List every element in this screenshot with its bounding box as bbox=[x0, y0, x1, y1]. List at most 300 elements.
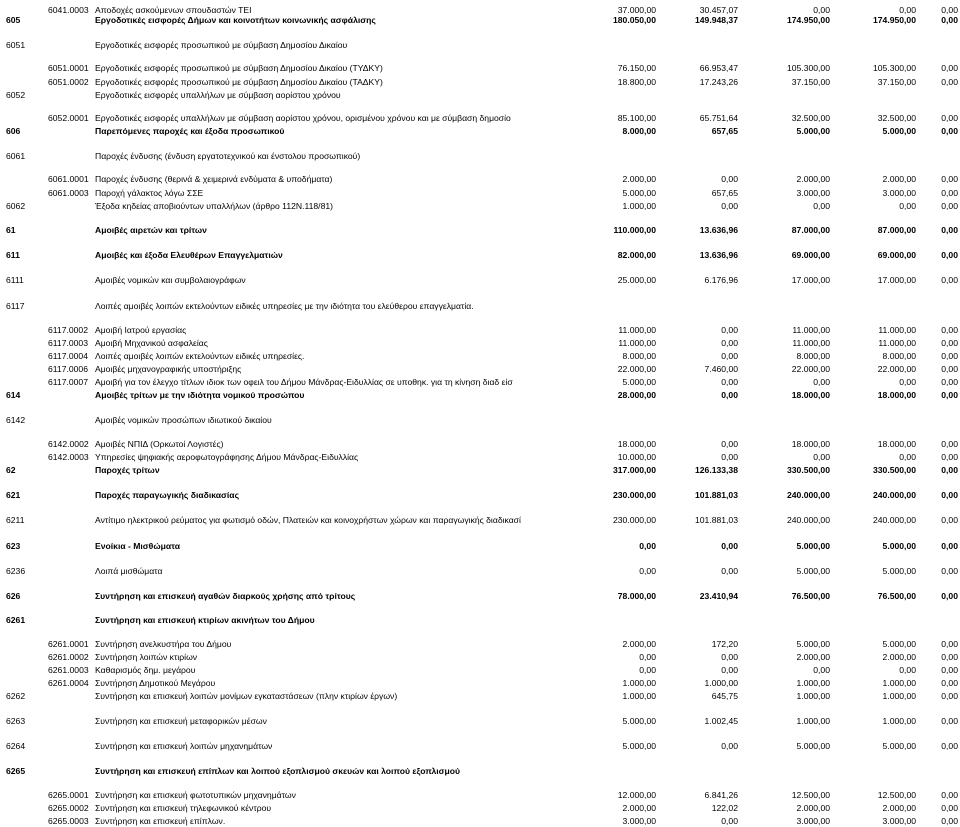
amount-cell: 18.000,00 bbox=[617, 439, 656, 449]
amount-cell: 0,00 bbox=[899, 452, 916, 462]
amount-cell: 82.000,00 bbox=[617, 250, 656, 260]
amount-cell: 28.000,00 bbox=[617, 390, 656, 400]
amount-cell: 0,00 bbox=[941, 691, 958, 701]
table-row bbox=[0, 715, 960, 727]
table-row bbox=[0, 489, 960, 501]
table-row bbox=[0, 614, 960, 626]
account-description: Έξοδα κηδείας αποβιούντων υπαλλήλων (άρθρο 112Ν.118/81) bbox=[95, 201, 333, 211]
amount-cell: 11.000,00 bbox=[618, 325, 656, 335]
table-row bbox=[0, 150, 960, 162]
account-description: Αμοιβές τρίτων με την ιδιότητα νομικού προσώπου bbox=[95, 390, 305, 400]
amount-cell: 122,02 bbox=[711, 803, 738, 813]
amount-cell: 0,00 bbox=[941, 126, 958, 136]
amount-cell: 1.000,00 bbox=[882, 716, 916, 726]
amount-cell: 0,00 bbox=[721, 816, 738, 826]
table-row bbox=[0, 565, 960, 577]
account-code: 6261.0004 bbox=[48, 678, 89, 688]
account-description: Παροχές παραγωγικής διαδικασίας bbox=[95, 490, 240, 500]
amount-cell: 76.500,00 bbox=[877, 591, 916, 601]
table-row bbox=[0, 89, 960, 101]
amount-cell: 11.000,00 bbox=[878, 338, 916, 348]
account-code: 6117.0002 bbox=[48, 325, 88, 335]
account-description: Λοιπές αμοιβές λοιπών εκτελούντων ειδικές υπηρεσίες. bbox=[95, 351, 305, 361]
table-row bbox=[0, 337, 960, 349]
account-code: 6236 bbox=[6, 566, 26, 576]
account-code: 6263 bbox=[6, 716, 26, 726]
amount-cell: 1.000,00 bbox=[622, 201, 656, 211]
amount-cell: 645,75 bbox=[711, 691, 738, 701]
amount-cell: 1.000,00 bbox=[796, 691, 830, 701]
amount-cell: 0,00 bbox=[941, 188, 958, 198]
account-code: 6265 bbox=[6, 766, 26, 776]
amount-cell: 0,00 bbox=[941, 225, 958, 235]
table-row bbox=[0, 14, 960, 26]
amount-cell: 0,00 bbox=[721, 439, 738, 449]
amount-cell: 85.100,00 bbox=[617, 113, 656, 123]
table-row bbox=[0, 765, 960, 777]
account-description: Εργοδοτικές εισφορές προσωπικού με σύμβαση Δημοσίου Δικαίου (ΤΥΔΚΥ) bbox=[95, 63, 383, 73]
account-description: Συντήρηση και επισκευή επίπλων. bbox=[95, 816, 226, 826]
amount-cell: 12.500,00 bbox=[877, 790, 916, 800]
table-row bbox=[0, 350, 960, 362]
account-code: 606 bbox=[6, 126, 21, 136]
amount-cell: 0,00 bbox=[941, 652, 958, 662]
table-row bbox=[0, 514, 960, 526]
amount-cell: 3.000,00 bbox=[796, 188, 830, 198]
amount-cell: 657,65 bbox=[711, 126, 738, 136]
amount-cell: 330.500,00 bbox=[786, 465, 830, 475]
amount-cell: 8.000,00 bbox=[622, 126, 656, 136]
amount-cell: 5.000,00 bbox=[622, 188, 656, 198]
amount-cell: 11.000,00 bbox=[878, 325, 916, 335]
table-row bbox=[0, 464, 960, 476]
table-row bbox=[0, 638, 960, 650]
amount-cell: 0,00 bbox=[941, 716, 958, 726]
table-row bbox=[0, 125, 960, 137]
amount-cell: 3.000,00 bbox=[882, 188, 916, 198]
account-description: Εργοδοτικές εισφορές Δήμων και κοινοτήτων κοινωνικής ασφάλισης bbox=[95, 15, 376, 25]
amount-cell: 12.000,00 bbox=[617, 790, 656, 800]
account-code: 6261.0003 bbox=[48, 665, 89, 675]
account-description: Παρεπόμενες παροχές και έξοδα προσωπικού bbox=[95, 126, 285, 136]
amount-cell: 0,00 bbox=[721, 338, 738, 348]
amount-cell: 22.000,00 bbox=[791, 364, 830, 374]
table-row bbox=[0, 300, 960, 312]
amount-cell: 0,00 bbox=[941, 201, 958, 211]
table-row bbox=[0, 376, 960, 388]
amount-cell: 3.000,00 bbox=[796, 816, 830, 826]
account-code: 6051.0002 bbox=[48, 77, 89, 87]
table-row bbox=[0, 187, 960, 199]
table-row bbox=[0, 274, 960, 286]
amount-cell: 172,20 bbox=[711, 639, 738, 649]
table-row bbox=[0, 677, 960, 689]
table-row bbox=[0, 173, 960, 185]
account-code: 6264 bbox=[6, 741, 26, 751]
amount-cell: 174.950,00 bbox=[786, 15, 830, 25]
amount-cell: 0,00 bbox=[941, 174, 958, 184]
amount-cell: 0,00 bbox=[899, 201, 916, 211]
account-description: Εργοδοτικές εισφορές υπαλλήλων με σύμβαση αορίστου χρόνου, ορισμένου χρόνου και με σύμβαση δημοσίο bbox=[95, 113, 511, 123]
amount-cell: 149.948,37 bbox=[694, 15, 738, 25]
account-code: 6117 bbox=[6, 301, 25, 311]
amount-cell: 0,00 bbox=[941, 490, 958, 500]
amount-cell: 230.000,00 bbox=[612, 515, 656, 525]
amount-cell: 0,00 bbox=[941, 515, 958, 525]
amount-cell: 2.000,00 bbox=[882, 174, 916, 184]
account-description: Αμοιβές και έξοδα Ελευθέρων Επαγγελματιών bbox=[95, 250, 283, 260]
account-description: Ενοίκια - Μισθώματα bbox=[95, 541, 180, 551]
table-row bbox=[0, 414, 960, 426]
table-row bbox=[0, 590, 960, 602]
amount-cell: 240.000,00 bbox=[872, 490, 916, 500]
amount-cell: 87.000,00 bbox=[791, 225, 830, 235]
account-description: Εργοδοτικές εισφορές προσωπικού με σύμβαση Δημοσίου Δικαίου (ΤΑΔΚΥ) bbox=[95, 77, 383, 87]
table-row bbox=[0, 740, 960, 752]
amount-cell: 0,00 bbox=[721, 377, 738, 387]
account-code: 6265.0003 bbox=[48, 816, 89, 826]
amount-cell: 1.000,00 bbox=[622, 678, 656, 688]
account-description: Συντήρηση και επισκευή μεταφορικών μέσων bbox=[95, 716, 267, 726]
account-code: 6117.0004 bbox=[48, 351, 88, 361]
amount-cell: 0,00 bbox=[941, 566, 958, 576]
amount-cell: 0,00 bbox=[721, 566, 738, 576]
table-row bbox=[0, 224, 960, 236]
amount-cell: 18.000,00 bbox=[791, 390, 830, 400]
account-description: Παροχές τρίτων bbox=[95, 465, 160, 475]
amount-cell: 22.000,00 bbox=[617, 364, 656, 374]
amount-cell: 5.000,00 bbox=[796, 566, 830, 576]
amount-cell: 101.881,03 bbox=[694, 515, 738, 525]
amount-cell: 0,00 bbox=[721, 325, 738, 335]
amount-cell: 30.457,07 bbox=[699, 5, 738, 15]
amount-cell: 0,00 bbox=[721, 541, 738, 551]
amount-cell: 8.000,00 bbox=[796, 351, 830, 361]
amount-cell: 8.000,00 bbox=[622, 351, 656, 361]
amount-cell: 330.500,00 bbox=[872, 465, 916, 475]
amount-cell: 657,65 bbox=[711, 188, 738, 198]
amount-cell: 0,00 bbox=[941, 439, 958, 449]
amount-cell: 0,00 bbox=[813, 201, 830, 211]
amount-cell: 5.000,00 bbox=[882, 566, 916, 576]
amount-cell: 0,00 bbox=[899, 377, 916, 387]
account-code: 6041.0003 bbox=[48, 5, 89, 15]
table-row bbox=[0, 200, 960, 212]
amount-cell: 22.000,00 bbox=[877, 364, 916, 374]
account-code: 6052 bbox=[6, 90, 26, 100]
amount-cell: 37.150,00 bbox=[791, 77, 830, 87]
amount-cell: 3.000,00 bbox=[622, 816, 656, 826]
account-description: Συντήρηση και επισκευή φωτοτυπικών μηχανημάτων bbox=[95, 790, 296, 800]
amount-cell: 6.841,26 bbox=[704, 790, 738, 800]
amount-cell: 1.000,00 bbox=[796, 678, 830, 688]
amount-cell: 0,00 bbox=[721, 201, 738, 211]
amount-cell: 240.000,00 bbox=[786, 515, 830, 525]
account-description: Αμοιβή για τον έλεγχο τίτλων ιδιοκ των οφειλ του Δήμου Μάνδρας-Ειδυλλίας σε υποθηκ. για τη κίνηση διαδ είσ bbox=[95, 377, 513, 387]
amount-cell: 13.636,96 bbox=[699, 225, 738, 235]
amount-cell: 0,00 bbox=[941, 15, 958, 25]
account-code: 614 bbox=[6, 390, 21, 400]
amount-cell: 32.500,00 bbox=[791, 113, 830, 123]
amount-cell: 5.000,00 bbox=[622, 377, 656, 387]
amount-cell: 2.000,00 bbox=[796, 652, 830, 662]
amount-cell: 0,00 bbox=[721, 665, 738, 675]
table-row bbox=[0, 76, 960, 88]
account-description: Συντήρηση και επισκευή αγαθών διαρκούς χρήσης από τρίτους bbox=[95, 591, 356, 601]
amount-cell: 0,00 bbox=[941, 364, 958, 374]
amount-cell: 5.000,00 bbox=[882, 639, 916, 649]
amount-cell: 180.050,00 bbox=[612, 15, 656, 25]
account-code: 6052.0001 bbox=[48, 113, 89, 123]
table-row bbox=[0, 324, 960, 336]
account-description: Συντήρηση και επισκευή επίπλων και λοιπού εξοπλισμού σκευών και λοιπού εξοπλισμού bbox=[95, 766, 461, 776]
account-description: Συντήρηση και επισκευή λοιπών μηχανημάτων bbox=[95, 741, 273, 751]
account-code: 6051.0001 bbox=[48, 63, 89, 73]
table-row bbox=[0, 802, 960, 814]
amount-cell: 66.953,47 bbox=[699, 63, 738, 73]
amount-cell: 0,00 bbox=[941, 113, 958, 123]
account-code: 6262 bbox=[6, 691, 26, 701]
amount-cell: 0,00 bbox=[639, 652, 656, 662]
table-row bbox=[0, 664, 960, 676]
amount-cell: 5.000,00 bbox=[882, 126, 916, 136]
amount-cell: 1.000,00 bbox=[704, 678, 738, 688]
amount-cell: 105.300,00 bbox=[872, 63, 916, 73]
amount-cell: 2.000,00 bbox=[882, 803, 916, 813]
amount-cell: 0,00 bbox=[721, 390, 738, 400]
account-description: Συντήρηση και επισκευή λοιπών μονίμων εγκαταστάσεων (πλην κτιρίων έργων) bbox=[95, 691, 398, 701]
account-description: Υπηρεσίες ψηφιακής αεροφωτογράφησης Δήμου Μάνδρας-Ειδυλλίας bbox=[95, 452, 359, 462]
amount-cell: 78.000,00 bbox=[617, 591, 656, 601]
amount-cell: 110.000,00 bbox=[613, 225, 656, 235]
amount-cell: 1.000,00 bbox=[882, 678, 916, 688]
amount-cell: 17.000,00 bbox=[877, 275, 916, 285]
amount-cell: 17.243,26 bbox=[699, 77, 738, 87]
amount-cell: 17.000,00 bbox=[791, 275, 830, 285]
table-row bbox=[0, 249, 960, 261]
amount-cell: 0,00 bbox=[941, 741, 958, 751]
amount-cell: 2.000,00 bbox=[882, 652, 916, 662]
amount-cell: 0,00 bbox=[721, 452, 738, 462]
amount-cell: 5.000,00 bbox=[622, 741, 656, 751]
account-description: Αμοιβές νομικών και συμβολαιογράφων bbox=[95, 275, 246, 285]
amount-cell: 0,00 bbox=[639, 541, 656, 551]
table-row bbox=[0, 815, 960, 827]
amount-cell: 174.950,00 bbox=[872, 15, 916, 25]
account-code: 605 bbox=[6, 15, 21, 25]
account-code: 6117.0007 bbox=[48, 377, 88, 387]
amount-cell: 69.000,00 bbox=[877, 250, 916, 260]
amount-cell: 65.751,64 bbox=[699, 113, 738, 123]
account-code: 6117.0003 bbox=[48, 338, 88, 348]
amount-cell: 0,00 bbox=[941, 351, 958, 361]
amount-cell: 10.000,00 bbox=[617, 452, 656, 462]
amount-cell: 0,00 bbox=[941, 639, 958, 649]
amount-cell: 5.000,00 bbox=[882, 741, 916, 751]
amount-cell: 0,00 bbox=[941, 275, 958, 285]
amount-cell: 1.002,45 bbox=[704, 716, 738, 726]
account-code: 6261.0001 bbox=[48, 639, 89, 649]
amount-cell: 5.000,00 bbox=[796, 639, 830, 649]
account-code: 6211 bbox=[6, 515, 25, 525]
amount-cell: 18.800,00 bbox=[617, 77, 656, 87]
amount-cell: 18.000,00 bbox=[877, 439, 916, 449]
amount-cell: 11.000,00 bbox=[792, 325, 830, 335]
account-description: Αμοιβές αιρετών και τρίτων bbox=[95, 225, 207, 235]
amount-cell: 76.150,00 bbox=[617, 63, 656, 73]
table-row bbox=[0, 112, 960, 124]
amount-cell: 126.133,38 bbox=[694, 465, 738, 475]
amount-cell: 0,00 bbox=[721, 174, 738, 184]
amount-cell: 2.000,00 bbox=[622, 803, 656, 813]
amount-cell: 0,00 bbox=[941, 790, 958, 800]
account-description: Καθαρισμός δημ. μεγάρου bbox=[95, 665, 196, 675]
amount-cell: 105.300,00 bbox=[786, 63, 830, 73]
amount-cell: 12.500,00 bbox=[791, 790, 830, 800]
table-row bbox=[0, 363, 960, 375]
amount-cell: 0,00 bbox=[941, 665, 958, 675]
table-row bbox=[0, 62, 960, 74]
account-code: 6061.0001 bbox=[48, 174, 89, 184]
account-code: 626 bbox=[6, 591, 21, 601]
amount-cell: 1.000,00 bbox=[882, 691, 916, 701]
account-code: 6061.0003 bbox=[48, 188, 89, 198]
amount-cell: 5.000,00 bbox=[796, 126, 830, 136]
amount-cell: 240.000,00 bbox=[872, 515, 916, 525]
amount-cell: 37.150,00 bbox=[877, 77, 916, 87]
amount-cell: 0,00 bbox=[941, 338, 958, 348]
account-code: 6061 bbox=[6, 151, 26, 161]
amount-cell: 25.000,00 bbox=[617, 275, 656, 285]
table-row bbox=[0, 690, 960, 702]
account-code: 6111 bbox=[6, 275, 24, 285]
account-code: 6265.0001 bbox=[48, 790, 89, 800]
amount-cell: 11.000,00 bbox=[618, 338, 656, 348]
amount-cell: 0,00 bbox=[899, 5, 916, 15]
amount-cell: 5.000,00 bbox=[882, 541, 916, 551]
account-description: Συντήρηση ανελκυστήρα του Δήμου bbox=[95, 639, 232, 649]
amount-cell: 0,00 bbox=[941, 5, 958, 15]
amount-cell: 0,00 bbox=[941, 390, 958, 400]
account-code: 6051 bbox=[6, 40, 26, 50]
amount-cell: 0,00 bbox=[721, 652, 738, 662]
account-code: 6142.0003 bbox=[48, 452, 89, 462]
amount-cell: 0,00 bbox=[721, 741, 738, 751]
amount-cell: 230.000,00 bbox=[612, 490, 656, 500]
account-description: Συντήρηση και επισκευή τηλεφωνικού κέντρου bbox=[95, 803, 272, 813]
amount-cell: 7.460,00 bbox=[704, 364, 738, 374]
amount-cell: 0,00 bbox=[941, 465, 958, 475]
amount-cell: 0,00 bbox=[941, 63, 958, 73]
account-code: 61 bbox=[6, 225, 16, 235]
table-row bbox=[0, 389, 960, 401]
table-row bbox=[0, 438, 960, 450]
account-description: Παροχή γάλακτος λόγω ΣΣΕ bbox=[95, 188, 204, 198]
account-code: 611 bbox=[6, 250, 20, 260]
amount-cell: 5.000,00 bbox=[796, 541, 830, 551]
amount-cell: 5.000,00 bbox=[622, 716, 656, 726]
amount-cell: 18.000,00 bbox=[877, 390, 916, 400]
amount-cell: 0,00 bbox=[941, 591, 958, 601]
amount-cell: 1.000,00 bbox=[796, 716, 830, 726]
amount-cell: 0,00 bbox=[639, 566, 656, 576]
amount-cell: 87.000,00 bbox=[877, 225, 916, 235]
amount-cell: 2.000,00 bbox=[796, 803, 830, 813]
amount-cell: 0,00 bbox=[941, 377, 958, 387]
table-row bbox=[0, 651, 960, 663]
amount-cell: 101.881,03 bbox=[694, 490, 738, 500]
amount-cell: 0,00 bbox=[941, 541, 958, 551]
amount-cell: 0,00 bbox=[813, 5, 830, 15]
table-row bbox=[0, 39, 960, 51]
account-code: 6142 bbox=[6, 415, 26, 425]
amount-cell: 23.410,94 bbox=[699, 591, 738, 601]
amount-cell: 5.000,00 bbox=[796, 741, 830, 751]
account-description: Λοιπές αμοιβές λοιπών εκτελούντων ειδικές υπηρεσίες με την ιδιότητα του ελεύθερου επαγγελματία. bbox=[95, 301, 474, 311]
account-description: Αμοιβή Μηχανικού ασφαλείας bbox=[95, 338, 208, 348]
amount-cell: 1.000,00 bbox=[622, 691, 656, 701]
account-code: 623 bbox=[6, 541, 21, 551]
amount-cell: 76.500,00 bbox=[791, 591, 830, 601]
account-description: Συντήρηση Δημοτικού Μεγάρου bbox=[95, 678, 216, 688]
amount-cell: 0,00 bbox=[941, 678, 958, 688]
amount-cell: 0,00 bbox=[639, 665, 656, 675]
amount-cell: 240.000,00 bbox=[786, 490, 830, 500]
amount-cell: 8.000,00 bbox=[882, 351, 916, 361]
amount-cell: 6.176,96 bbox=[704, 275, 738, 285]
account-description: Αμοιβές μηχανογραφικής υποστήριξης bbox=[95, 364, 242, 374]
account-description: Αμοιβή Ιατρού εργασίας bbox=[95, 325, 187, 335]
account-code: 62 bbox=[6, 465, 16, 475]
account-description: Αμοιβές ΝΠΙΔ (Ορκωτοί Λογιστές) bbox=[95, 439, 224, 449]
amount-cell: 32.500,00 bbox=[877, 113, 916, 123]
account-description: Εργοδοτικές εισφορές υπαλλήλων με σύμβαση αορίστου χρόνου bbox=[95, 90, 341, 100]
amount-cell: 0,00 bbox=[813, 452, 830, 462]
amount-cell: 2.000,00 bbox=[796, 174, 830, 184]
amount-cell: 0,00 bbox=[899, 665, 916, 675]
account-description: Συντήρηση και επισκευή κτιρίων ακινήτων του Δήμου bbox=[95, 615, 315, 625]
amount-cell: 2.000,00 bbox=[622, 639, 656, 649]
account-code: 6265.0002 bbox=[48, 803, 89, 813]
account-description: Αποδοχές ασκούμενων σπουδαστών ΤΕΙ bbox=[95, 5, 252, 15]
account-description: Λοιπά μισθώματα bbox=[95, 566, 163, 576]
account-code: 621 bbox=[6, 490, 21, 500]
amount-cell: 2.000,00 bbox=[622, 174, 656, 184]
account-description: Παροχές ένδυσης (θερινά & χειμερινά ενδύματα & υποδήματα) bbox=[95, 174, 333, 184]
amount-cell: 0,00 bbox=[941, 250, 958, 260]
amount-cell: 37.000,00 bbox=[617, 5, 656, 15]
amount-cell: 0,00 bbox=[941, 816, 958, 826]
amount-cell: 0,00 bbox=[941, 452, 958, 462]
amount-cell: 0,00 bbox=[941, 803, 958, 813]
amount-cell: 69.000,00 bbox=[791, 250, 830, 260]
amount-cell: 0,00 bbox=[813, 377, 830, 387]
table-row bbox=[0, 451, 960, 463]
amount-cell: 13.636,96 bbox=[699, 250, 738, 260]
table-row bbox=[0, 789, 960, 801]
amount-cell: 0,00 bbox=[813, 665, 830, 675]
amount-cell: 18.000,00 bbox=[791, 439, 830, 449]
account-description: Αντίτιμο ηλεκτρικού ρεύματος για φωτισμό οδών, Πλατειών και κοινοχρήστων χώρων και παραγωγικής διαδικασί bbox=[95, 515, 521, 525]
table-row bbox=[0, 540, 960, 552]
amount-cell: 0,00 bbox=[721, 351, 738, 361]
account-description: Εργοδοτικές εισφορές προσωπικού με σύμβαση Δημοσίου Δικαίου bbox=[95, 40, 348, 50]
account-description: Αμοιβές νομικών προσώπων ιδιωτικού δικαίου bbox=[95, 415, 272, 425]
amount-cell: 11.000,00 bbox=[792, 338, 830, 348]
account-description: Παροχές ένδυσης (ένδυση εργατοτεχνικού και ένστολου προσωπικού) bbox=[95, 151, 361, 161]
amount-cell: 0,00 bbox=[941, 325, 958, 335]
account-code: 6142.0002 bbox=[48, 439, 89, 449]
